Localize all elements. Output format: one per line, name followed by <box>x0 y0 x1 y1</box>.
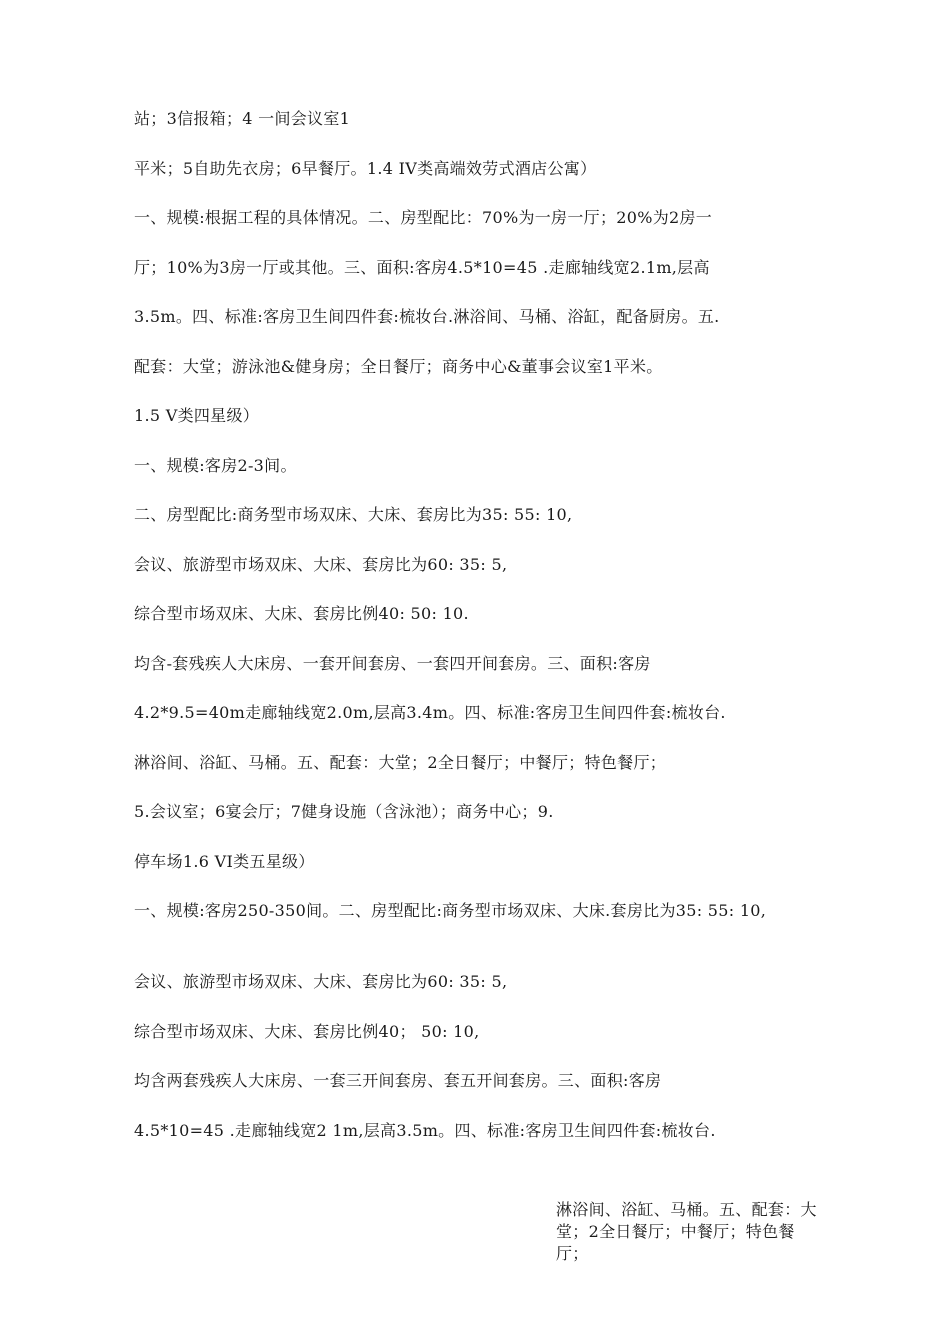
text-line: 会议、旅游型市场双床、大床、套房比为60: 35: 5, <box>134 555 508 574</box>
side-note: 淋浴间、浴缸、马桶。五、配套：大堂；2全日餐厅；中餐厅；特色餐厅； <box>556 1200 817 1263</box>
text-line: 综合型市场双床、大床、套房比例40: 50: 10. <box>134 604 469 623</box>
text-line: 一、规模:根据工程的具体情况。二、房型配比：70%为一房一厅；20%为2房一 <box>134 208 713 227</box>
section-heading: 1.5 V类四星级） <box>134 406 260 425</box>
text-line: 平米；5自助先衣房；6早餐厅。1.4 IV类高端效劳式酒店公寓） <box>134 159 597 178</box>
text-line: 站；3信报箱；4 一间会议室1 <box>134 109 351 128</box>
text-line: 均含两套残疾人大床房、一套三开间套房、套五开间套房。三、面积:客房 <box>134 1071 662 1090</box>
text-line: 4.5*10=45 .走廊轴线宽2 1m,层高3.5m。四、标准:客房卫生间四件套:梳妆台. <box>134 1121 716 1140</box>
text-line: 一、规模:客房2-3间。 <box>134 456 297 475</box>
text-line: 3.5m。四、标准:客房卫生间四件套:梳妆台.淋浴间、马桶、浴缸，配备厨房。五. <box>134 307 720 326</box>
text-line: 4.2*9.5=40m走廊轴线宽2.0m,层高3.4m。四、标准:客房卫生间四件套:梳妆台. <box>134 703 726 722</box>
text-line: 均含-套残疾人大床房、一套开间套房、一套四开间套房。三、面积:客房 <box>134 654 651 673</box>
text-line: 厅；10%为3房一厅或其他。三、面积:客房4.5*10=45 .走廊轴线宽2.1m,层高 <box>134 258 710 277</box>
text-paragraph: 一、规模:客房250-350间。二、房型配比:商务型市场双床、大床.套房比为35: 55: 10, <box>134 901 767 920</box>
text-line: 会议、旅游型市场双床、大床、套房比为60: 35: 5, <box>134 972 508 991</box>
text-line: 5.会议室；6宴会厅；7健身设施（含泳池）；商务中心；9. <box>134 802 554 821</box>
text-line: 淋浴间、浴缸、马桶。五、配套：大堂；2全日餐厅；中餐厅；特色餐厅； <box>134 753 667 772</box>
text-line: 综合型市场双床、大床、套房比例40； 50: 10, <box>134 1022 480 1041</box>
text-line: 二、房型配比:商务型市场双床、大床、套房比为35: 55: 10, <box>134 505 573 524</box>
text-line: 配套：大堂；游泳池&健身房；全日餐厅；商务中心&董事会议室1平米。 <box>134 357 663 376</box>
section-heading: 停车场1.6 VI类五星级） <box>134 852 315 871</box>
